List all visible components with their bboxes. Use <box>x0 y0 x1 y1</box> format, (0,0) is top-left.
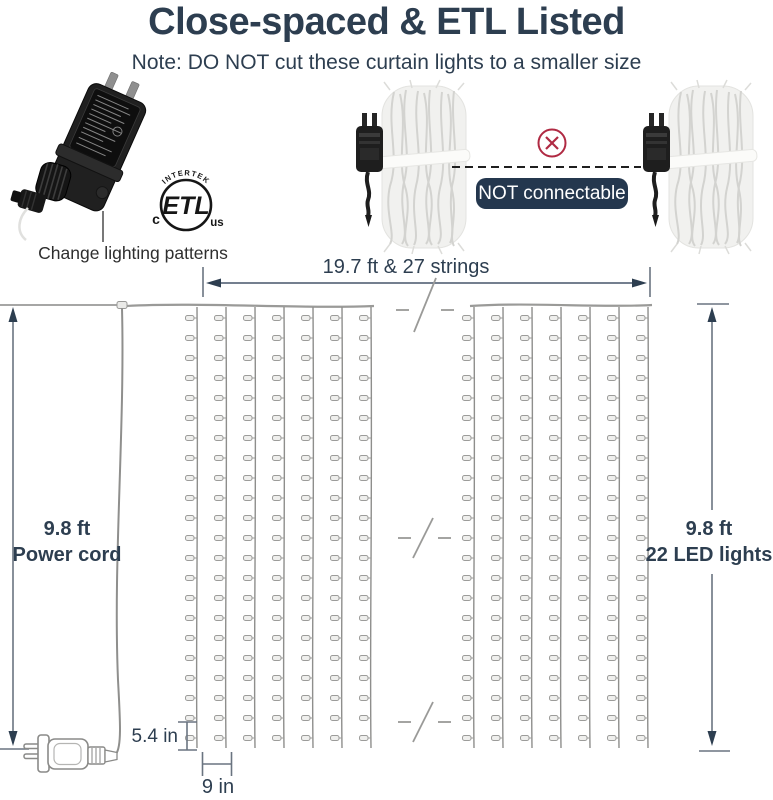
x-circle-icon <box>539 130 566 157</box>
bracket-string-spacing <box>203 752 232 776</box>
bundle-right-image <box>643 80 757 254</box>
width-dimension-label: 19.7 ft & 27 strings <box>322 256 490 278</box>
adapter-caption: Change lighting patterns <box>38 243 228 263</box>
led-spacing-label: 5.4 in <box>131 726 178 747</box>
string-spacing-label: 9 in <box>201 776 235 798</box>
note-text: Note: DO NOT cut these curtain lights to a smaller size <box>131 51 642 74</box>
break-symbol-top <box>396 278 454 332</box>
left-dimension-line1: 9.8 ft <box>43 518 91 540</box>
adapter-white-wire <box>19 208 28 240</box>
curtain-strings <box>186 307 649 748</box>
cord-junction-connector <box>117 302 127 309</box>
left-dimension-line2: Power cord <box>12 544 122 566</box>
etl-arc-text: INTERTEK <box>159 168 212 186</box>
power-plug-drawing <box>24 735 117 772</box>
etl-c-text: c <box>152 211 160 227</box>
page-title: Close-spaced & ETL Listed <box>148 1 625 43</box>
etl-us-text: us <box>210 217 224 229</box>
break-symbol-middle <box>398 518 451 558</box>
break-symbol-bottom <box>398 702 451 742</box>
etl-listed-logo <box>152 168 224 230</box>
right-dimension-label <box>643 516 773 568</box>
right-dimension-line2: 22 LED lights <box>645 544 773 566</box>
svg-text:INTERTEK <box>160 168 212 186</box>
power-adapter-image <box>7 55 159 242</box>
etl-main-text: ETL <box>162 192 210 220</box>
not-connectable-badge: NOT connectable <box>476 178 628 209</box>
right-dimension-line1: 9.8 ft <box>685 518 733 540</box>
curtain-top-wire <box>0 305 652 307</box>
left-dimension-label <box>8 516 126 568</box>
